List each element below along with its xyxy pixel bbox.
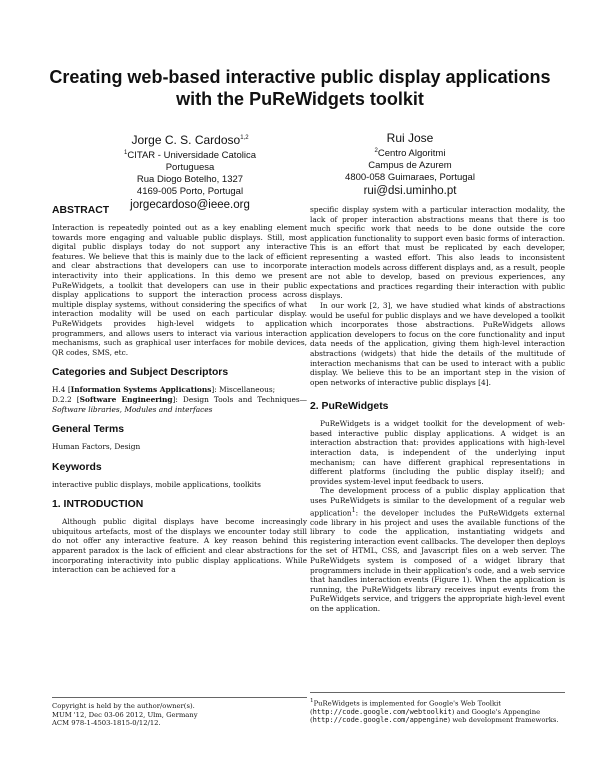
left-column bbox=[52, 205, 307, 575]
author-affiliation: $^2$Centro Algoritmi bbox=[374, 148, 446, 160]
keywords-text: interactive public displays, mobile applications, toolkits bbox=[52, 479, 261, 489]
footnote-link-appengine[interactable]: http://code.google.com/appengine bbox=[312, 716, 448, 725]
general-terms-heading: General Terms bbox=[52, 424, 124, 436]
keywords-heading: Keywords bbox=[52, 461, 102, 473]
introduction-heading: 1. INTRODUCTION bbox=[52, 499, 144, 511]
purewidgets-paragraph-2: The development process of a public display application that uses PuReWidgets is similar to the development of a regular web application$^1$: the developer includes the PuReWidgets external code library in his project and uses the available functions of the library to code the application, instantiating widgets and registering interaction event callbacks. The developer then deploys the set of HTML, CSS, and Javascript files on a web server. The PuReWidgets system is composed of a widget library that programmers include in their application's code, and a web service that handles interaction events (Figure 1). When the application is running, the PuReWidgets library receives input events from the PuReWidgets service, and triggers the appropriate high-level event on the application. bbox=[310, 486, 565, 614]
introduction-paragraph-1-continued: specific display system with a particular interaction modality, the lack of proper interaction abstractions means that there is too much specific work that needs to be done outside the core application functionality to support even basic forms of interaction. This is an effort that must be replicated by each developer, representing a wasted effort. This also leads to inconsistent interaction models across different displays and, as a result, people are not able to develop, based on previous experiences, any expectations and practices regarding their interaction with public displays. bbox=[310, 205, 565, 301]
footnote-link-gwt[interactable]: http://code.google.com/webtoolkit bbox=[312, 707, 452, 716]
general-terms-text: Human Factors, Design bbox=[52, 442, 141, 452]
author-address-2: 4169-005 Porto, Portugal bbox=[136, 186, 244, 198]
author-email[interactable]: rui@dsi.uminho.pt bbox=[363, 185, 457, 198]
author-block-2 bbox=[330, 131, 490, 198]
author-address-1: Campus de Azurem bbox=[368, 160, 452, 172]
introduction-paragraph-1: Although public digital displays have become increasingly ubiquitous artefacts, most of the displays we encounter today still do not offer any interactive feature. A key reason behind this apparent paradox is the lack of efficient and clear abstractions for incorporating interactivity into public display applications. While interaction can be achieved for a bbox=[52, 517, 307, 575]
footnote: $^1$PuReWidgets is implemented for Google's Web Toolkit (http://code.google.com/webtoolkit) and Google's Appengine (http://code.google.com/appengine) web development frameworks. bbox=[310, 692, 565, 725]
categories-heading: Categories and Subject Descriptors bbox=[52, 367, 229, 379]
purewidgets-paragraph-1: PuReWidgets is a widget toolkit for the development of web-based interactive public display applications. A widget is an interaction abstraction that: provides applications with high-level interaction data, is independent of the underlying input mechanism; can have different graphical representations in different platforms (including the public display itself); and provides system-level input feedback to users. bbox=[310, 419, 565, 486]
author-sup: 1,2 bbox=[240, 135, 249, 141]
author-email[interactable]: jorgecardoso@ieee.org bbox=[130, 199, 250, 212]
author-name: Rui Jose bbox=[386, 131, 434, 145]
author-address-1: Rua Diogo Botelho, 1327 bbox=[136, 174, 244, 186]
author-name: Jorge C. S. Cardoso$^{1,2}$ bbox=[131, 133, 249, 147]
footnote-marker[interactable]: 1 bbox=[351, 506, 356, 514]
author-affiliation: $^1$CITAR - Universidade Catolica Portuguesa bbox=[124, 150, 256, 174]
paper-title bbox=[30, 66, 570, 110]
abstract-heading: ABSTRACT bbox=[52, 205, 110, 216]
author-block-1 bbox=[105, 131, 275, 212]
title-line-2: with the PuReWidgets toolkit bbox=[176, 89, 424, 109]
categories-text: H.4 [Information Systems Applications]: Miscellaneous; D.2.2 [Software Engineering]: Design Tools and Techniques—Software libraries, Modules and interfaces bbox=[52, 385, 308, 414]
copyright-notice: Copyright is held by the author/owner(s). MUM '12, Dec 03-06 2012, Ulm, Germany ACM 978-1-4503-1815-0/12/12. bbox=[52, 697, 307, 728]
purewidgets-heading: 2. PuReWidgets bbox=[310, 401, 389, 413]
author-address-2: 4800-058 Guimaraes, Portugal bbox=[345, 172, 475, 184]
abstract-text: Interaction is repeatedly pointed out as a key enabling element towards more engaging and valuable public displays. Still, most digital public displays today do not support any interactive features. We believe that this is mainly due to the lack of efficient and clear abstractions that developers can use to incorporate interactivity into their applications. In this demo we present PuReWidgets, a toolkit that developers can use in their public display applications to support the interaction process across multiple display systems, without considering the specifics of what interaction modality will be used on each particular display. PuReWidgets provides high-level widgets to application programmers, and allows users to interact via various interaction mechanisms, such as graphical user interfaces for mobile devices, QR codes, SMS, etc. bbox=[52, 223, 307, 357]
right-column bbox=[310, 205, 565, 614]
title-line-1: Creating web-based interactive public display applications bbox=[49, 67, 551, 87]
introduction-paragraph-2: In our work [2, 3], we have studied what kinds of abstractions would be useful for public displays and we have developed a toolkit which incorporates those abstractions. PuReWidgets allows application developers to focus on the core functionality and input data needs of the application, giving them high-level interaction abstractions (widgets) that hide the details of the multitude of interaction mechanisms that can be used to interact with a public display. We believe this to be an important step in the vision of open networks of interactive public displays [4]. bbox=[310, 300, 565, 387]
